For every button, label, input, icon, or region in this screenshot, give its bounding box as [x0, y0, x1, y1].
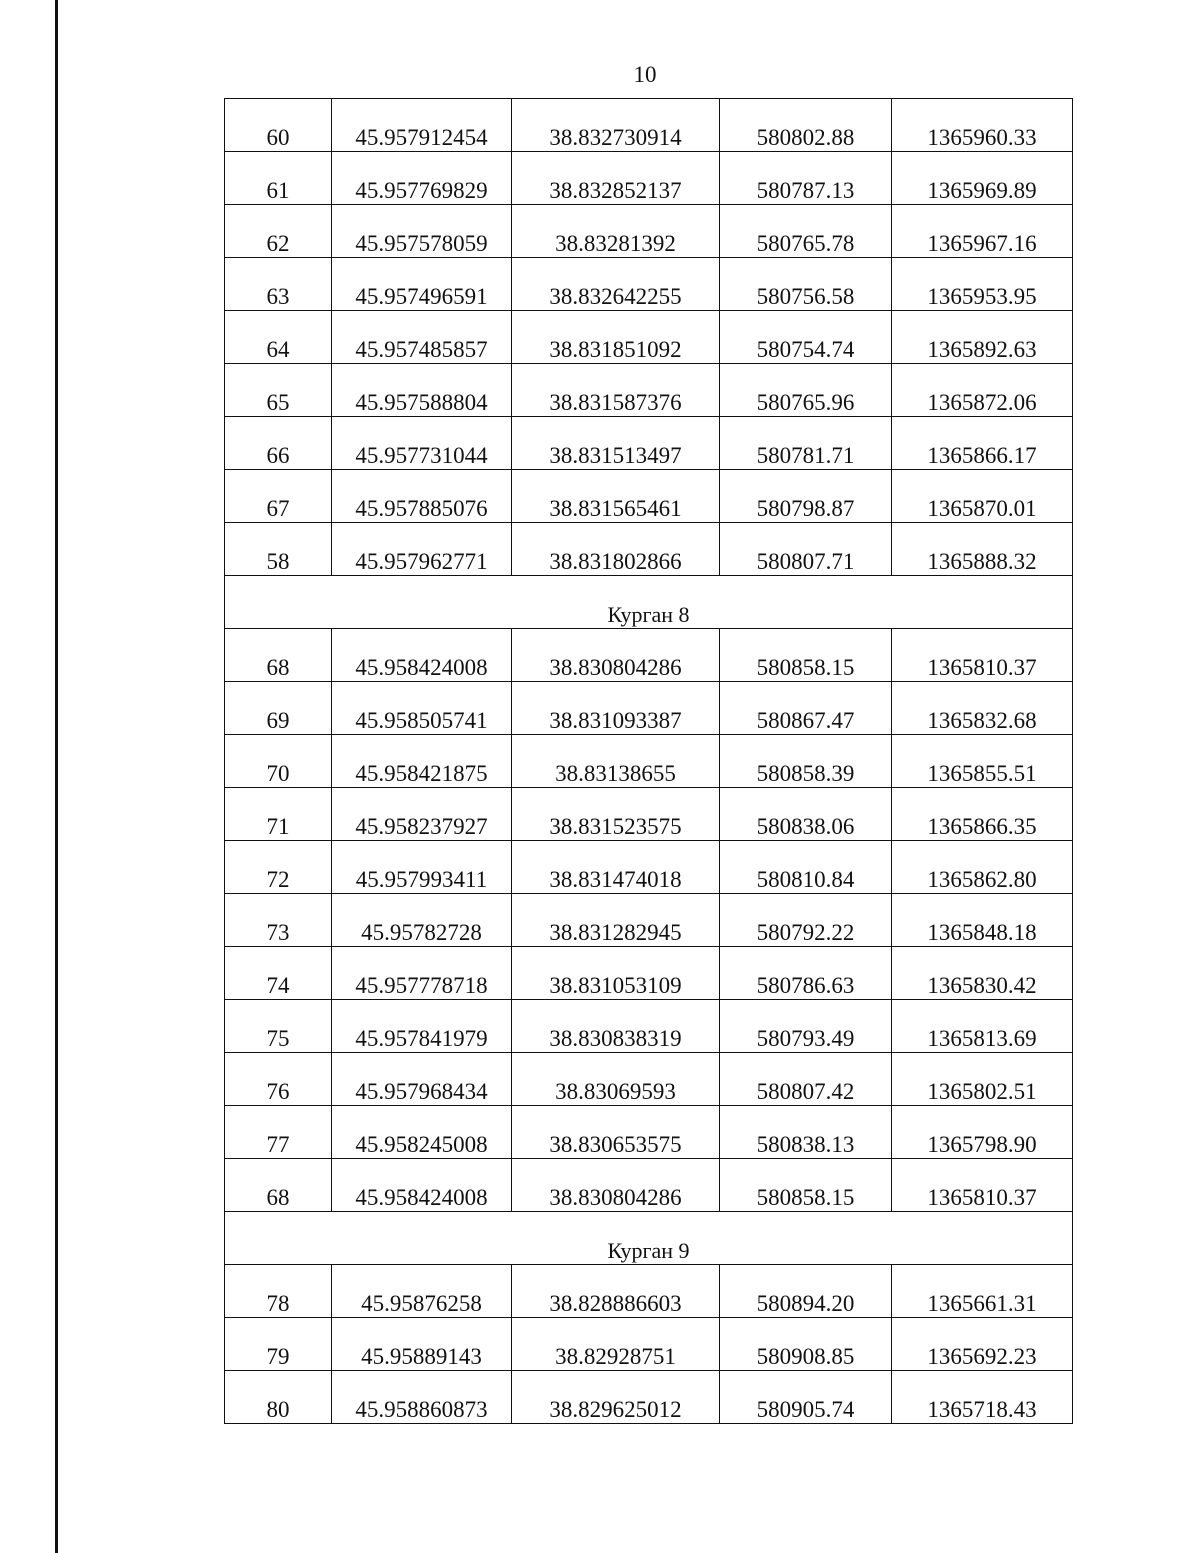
- x-coordinate-cell: 580807.42: [720, 1053, 892, 1106]
- x-coordinate-cell: 580756.58: [720, 258, 892, 311]
- section-header-row: [225, 576, 1073, 629]
- point-number-cell: 68: [225, 629, 332, 682]
- y-coordinate-cell: 1365848.18: [892, 894, 1073, 947]
- x-coordinate-cell: 580838.13: [720, 1106, 892, 1159]
- y-coordinate-cell: 1365866.17: [892, 417, 1073, 470]
- table-row: [225, 788, 1073, 841]
- table-row: [225, 1159, 1073, 1212]
- y-coordinate-cell: 1365802.51: [892, 1053, 1073, 1106]
- table-row: [225, 417, 1073, 470]
- longitude-cell: 38.830838319: [512, 1000, 720, 1053]
- table-row: [225, 470, 1073, 523]
- point-number-cell: 64: [225, 311, 332, 364]
- point-number-cell: 60: [225, 99, 332, 152]
- longitude-cell: 38.82928751: [512, 1318, 720, 1371]
- table-row: [225, 205, 1073, 258]
- y-coordinate-cell: 1365810.37: [892, 629, 1073, 682]
- point-number-cell: 58: [225, 523, 332, 576]
- table-row: [225, 99, 1073, 152]
- point-number-cell: 68: [225, 1159, 332, 1212]
- table-row: [225, 841, 1073, 894]
- latitude-cell: 45.958424008: [332, 1159, 512, 1212]
- table-row: [225, 1106, 1073, 1159]
- x-coordinate-cell: 580858.15: [720, 1159, 892, 1212]
- point-number-cell: 67: [225, 470, 332, 523]
- y-coordinate-cell: 1365830.42: [892, 947, 1073, 1000]
- latitude-cell: 45.957769829: [332, 152, 512, 205]
- longitude-cell: 38.832730914: [512, 99, 720, 152]
- x-coordinate-cell: 580754.74: [720, 311, 892, 364]
- point-number-cell: 75: [225, 1000, 332, 1053]
- y-coordinate-cell: 1365810.37: [892, 1159, 1073, 1212]
- latitude-cell: 45.95889143: [332, 1318, 512, 1371]
- y-coordinate-cell: 1365872.06: [892, 364, 1073, 417]
- x-coordinate-cell: 580787.13: [720, 152, 892, 205]
- point-number-cell: 74: [225, 947, 332, 1000]
- coordinates-table: [224, 98, 1073, 1424]
- table-row: [225, 1000, 1073, 1053]
- point-number-cell: 69: [225, 682, 332, 735]
- latitude-cell: 45.95876258: [332, 1265, 512, 1318]
- longitude-cell: 38.828886603: [512, 1265, 720, 1318]
- latitude-cell: 45.957841979: [332, 1000, 512, 1053]
- longitude-cell: 38.831523575: [512, 788, 720, 841]
- y-coordinate-cell: 1365866.35: [892, 788, 1073, 841]
- table-row: [225, 1371, 1073, 1424]
- page-number: 10: [633, 62, 657, 87]
- longitude-cell: 38.83069593: [512, 1053, 720, 1106]
- latitude-cell: 45.957731044: [332, 417, 512, 470]
- point-number-cell: 76: [225, 1053, 332, 1106]
- point-number-cell: 72: [225, 841, 332, 894]
- longitude-cell: 38.83281392: [512, 205, 720, 258]
- table-row: [225, 629, 1073, 682]
- longitude-cell: 38.831053109: [512, 947, 720, 1000]
- x-coordinate-cell: 580894.20: [720, 1265, 892, 1318]
- y-coordinate-cell: 1365692.23: [892, 1318, 1073, 1371]
- y-coordinate-cell: 1365813.69: [892, 1000, 1073, 1053]
- point-number-cell: 61: [225, 152, 332, 205]
- table-row: [225, 894, 1073, 947]
- table-row: [225, 682, 1073, 735]
- longitude-cell: 38.831802866: [512, 523, 720, 576]
- x-coordinate-cell: 580792.22: [720, 894, 892, 947]
- y-coordinate-cell: 1365967.16: [892, 205, 1073, 258]
- latitude-cell: 45.958505741: [332, 682, 512, 735]
- table-row: [225, 735, 1073, 788]
- longitude-cell: 38.830804286: [512, 1159, 720, 1212]
- table-row: [225, 311, 1073, 364]
- x-coordinate-cell: 580867.47: [720, 682, 892, 735]
- latitude-cell: 45.957578059: [332, 205, 512, 258]
- table-row: [225, 1318, 1073, 1371]
- y-coordinate-cell: 1365718.43: [892, 1371, 1073, 1424]
- y-coordinate-cell: 1365832.68: [892, 682, 1073, 735]
- latitude-cell: 45.957968434: [332, 1053, 512, 1106]
- x-coordinate-cell: 580786.63: [720, 947, 892, 1000]
- longitude-cell: 38.832642255: [512, 258, 720, 311]
- latitude-cell: 45.958860873: [332, 1371, 512, 1424]
- table-row: [225, 947, 1073, 1000]
- x-coordinate-cell: 580810.84: [720, 841, 892, 894]
- x-coordinate-cell: 580807.71: [720, 523, 892, 576]
- point-number-cell: 79: [225, 1318, 332, 1371]
- latitude-cell: 45.957962771: [332, 523, 512, 576]
- latitude-cell: 45.957778718: [332, 947, 512, 1000]
- table-row: [225, 1053, 1073, 1106]
- latitude-cell: 45.958421875: [332, 735, 512, 788]
- longitude-cell: 38.831282945: [512, 894, 720, 947]
- latitude-cell: 45.957496591: [332, 258, 512, 311]
- table-row: [225, 258, 1073, 311]
- latitude-cell: 45.958245008: [332, 1106, 512, 1159]
- point-number-cell: 78: [225, 1265, 332, 1318]
- longitude-cell: 38.831851092: [512, 311, 720, 364]
- x-coordinate-cell: 580905.74: [720, 1371, 892, 1424]
- longitude-cell: 38.830653575: [512, 1106, 720, 1159]
- x-coordinate-cell: 580793.49: [720, 1000, 892, 1053]
- latitude-cell: 45.958424008: [332, 629, 512, 682]
- x-coordinate-cell: 580765.78: [720, 205, 892, 258]
- x-coordinate-cell: 580781.71: [720, 417, 892, 470]
- point-number-cell: 71: [225, 788, 332, 841]
- y-coordinate-cell: 1365969.89: [892, 152, 1073, 205]
- longitude-cell: 38.831093387: [512, 682, 720, 735]
- table-row: [225, 1265, 1073, 1318]
- longitude-cell: 38.831513497: [512, 417, 720, 470]
- point-number-cell: 73: [225, 894, 332, 947]
- y-coordinate-cell: 1365855.51: [892, 735, 1073, 788]
- longitude-cell: 38.83138655: [512, 735, 720, 788]
- longitude-cell: 38.829625012: [512, 1371, 720, 1424]
- y-coordinate-cell: 1365870.01: [892, 470, 1073, 523]
- longitude-cell: 38.831587376: [512, 364, 720, 417]
- latitude-cell: 45.95782728: [332, 894, 512, 947]
- x-coordinate-cell: 580858.15: [720, 629, 892, 682]
- latitude-cell: 45.957885076: [332, 470, 512, 523]
- y-coordinate-cell: 1365953.95: [892, 258, 1073, 311]
- x-coordinate-cell: 580765.96: [720, 364, 892, 417]
- table-row: [225, 523, 1073, 576]
- longitude-cell: 38.832852137: [512, 152, 720, 205]
- scan-border-line: [55, 0, 58, 1553]
- longitude-cell: 38.831474018: [512, 841, 720, 894]
- latitude-cell: 45.957912454: [332, 99, 512, 152]
- y-coordinate-cell: 1365888.32: [892, 523, 1073, 576]
- point-number-cell: 63: [225, 258, 332, 311]
- y-coordinate-cell: 1365892.63: [892, 311, 1073, 364]
- section-title: Курган 9: [225, 1212, 1073, 1265]
- y-coordinate-cell: 1365862.80: [892, 841, 1073, 894]
- point-number-cell: 65: [225, 364, 332, 417]
- point-number-cell: 80: [225, 1371, 332, 1424]
- x-coordinate-cell: 580908.85: [720, 1318, 892, 1371]
- x-coordinate-cell: 580802.88: [720, 99, 892, 152]
- section-header-row: [225, 1212, 1073, 1265]
- latitude-cell: 45.957485857: [332, 311, 512, 364]
- latitude-cell: 45.957588804: [332, 364, 512, 417]
- latitude-cell: 45.957993411: [332, 841, 512, 894]
- y-coordinate-cell: 1365798.90: [892, 1106, 1073, 1159]
- x-coordinate-cell: 580858.39: [720, 735, 892, 788]
- x-coordinate-cell: 580798.87: [720, 470, 892, 523]
- table-row: [225, 364, 1073, 417]
- y-coordinate-cell: 1365960.33: [892, 99, 1073, 152]
- point-number-cell: 70: [225, 735, 332, 788]
- section-title: Курган 8: [225, 576, 1073, 629]
- point-number-cell: 62: [225, 205, 332, 258]
- point-number-cell: 77: [225, 1106, 332, 1159]
- coordinates-table-body: [225, 99, 1073, 1424]
- longitude-cell: 38.831565461: [512, 470, 720, 523]
- y-coordinate-cell: 1365661.31: [892, 1265, 1073, 1318]
- table-row: [225, 152, 1073, 205]
- longitude-cell: 38.830804286: [512, 629, 720, 682]
- point-number-cell: 66: [225, 417, 332, 470]
- x-coordinate-cell: 580838.06: [720, 788, 892, 841]
- latitude-cell: 45.958237927: [332, 788, 512, 841]
